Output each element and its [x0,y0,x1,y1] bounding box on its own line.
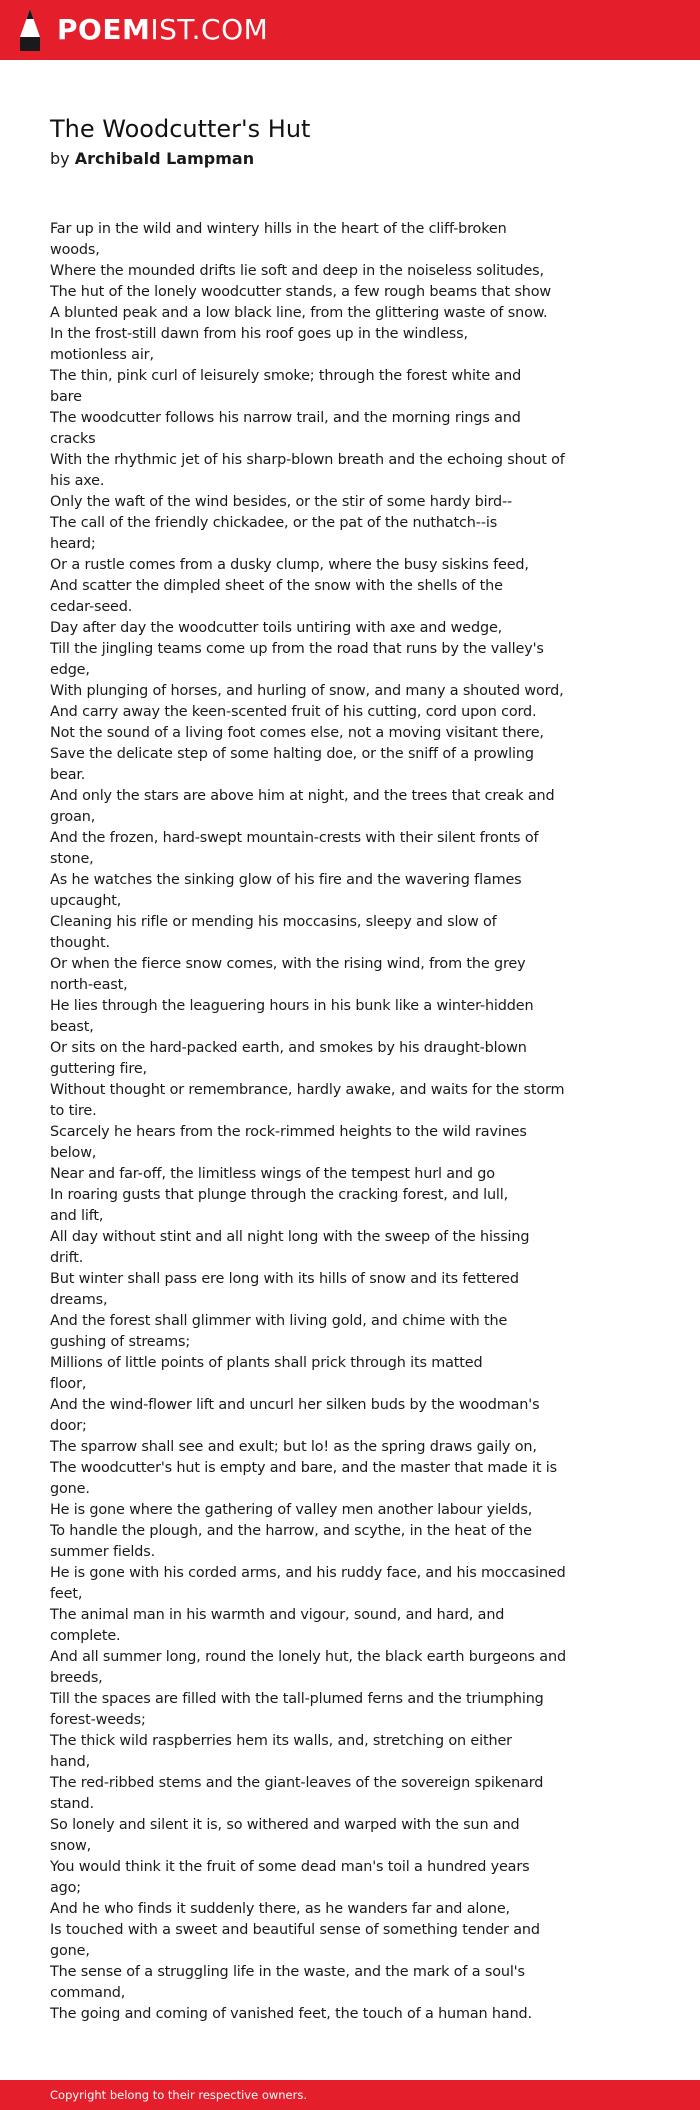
poem-line: motionless air, [50,347,154,363]
site-logo[interactable] [18,9,268,51]
poem-line: Without thought or remembrance, hardly awake, and waits for the storm [50,1082,565,1098]
poem-line: As he watches the sinking glow of his fire and the wavering flames [50,872,522,888]
poem-line: The woodcutter's hut is empty and bare, and the master that made it is [50,1460,558,1476]
poem-line: bear. [50,767,86,783]
poem-line: Only the waft of the wind besides, or the stir of some hardy bird-- [50,494,513,510]
poem-line: Day after day the woodcutter toils untiring with axe and wedge, [50,620,503,636]
poem-line: And the frozen, hard-swept mountain-crests with their silent fronts of [50,830,539,846]
poem-line: thought. [50,935,110,951]
poem-line: woods, [50,242,100,258]
poem-line: and lift, [50,1208,104,1224]
poem-line: To handle the plough, and the harrow, and scythe, in the heat of the [50,1523,532,1539]
poem-line: north-east, [50,977,128,993]
poem-line: And scatter the dimpled sheet of the snow with the shells of the [50,578,503,594]
poem-line: floor, [50,1376,87,1392]
poem-line: bare [50,389,82,405]
poem-line: cedar-seed. [50,599,133,615]
site-footer [0,2080,700,2110]
site-header [0,0,700,60]
poem-line: He is gone with his corded arms, and his ruddy face, and his moccasined [50,1565,566,1581]
logo-bold: POEM [57,13,151,46]
poem-line: The call of the friendly chickadee, or the pat of the nuthatch--is [50,515,498,531]
poem-line: But winter shall pass ere long with its hills of snow and its fettered [50,1271,519,1287]
poem-line: The thick wild raspberries hem its walls, and, stretching on either [50,1733,512,1749]
poem-line: breeds, [50,1670,103,1686]
poem-line: guttering fire, [50,1061,147,1077]
poem-line: ago; [50,1880,82,1896]
poem-line: And he who finds it suddenly there, as he wanders far and alone, [50,1901,510,1917]
poem-line: The sense of a struggling life in the waste, and the mark of a soul's [50,1964,525,1980]
poem-line: You would think it the fruit of some dead man's toil a hundred years [50,1859,530,1875]
logo-light: IST.COM [150,13,269,46]
poem-line: And the wind-flower lift and uncurl her silken buds by the woodman's [50,1397,540,1413]
poem-line: And only the stars are above him at night, and the trees that creak and [50,788,555,804]
poem-line: The red-ribbed stems and the giant-leaves of the sovereign spikenard [50,1775,544,1791]
poem-line: Is touched with a sweet and beautiful sense of something tender and [50,1922,540,1938]
poem-line: dreams, [50,1292,108,1308]
poem-line: heard; [50,536,96,552]
poem-line: upcaught, [50,893,122,909]
poem-line: drift. [50,1250,84,1266]
poem-line: cracks [50,431,96,447]
poem-line: Near and far-off, the limitless wings of the tempest hurl and go [50,1166,495,1182]
poem-line: below, [50,1145,97,1161]
poem-line: In roaring gusts that plunge through the cracking forest, and lull, [50,1187,509,1203]
poem-line: Save the delicate step of some halting doe, or the sniff of a prowling [50,746,534,762]
poem-line: So lonely and silent it is, so withered and warped with the sun and [50,1817,520,1833]
poem-author: Archibald Lampman [74,149,255,168]
poem-line: With the rhythmic jet of his sharp-blown breath and the echoing shout of [50,452,565,468]
poem-line: door; [50,1418,87,1434]
poem-line: He is gone where the gathering of valley men another labour yields, [50,1502,533,1518]
poem-line: forest-weeds; [50,1712,146,1728]
poem-line: The woodcutter follows his narrow trail, and the morning rings and [50,410,521,426]
poem-line: Or sits on the hard-packed earth, and smokes by his draught-blown [50,1040,527,1056]
poem-line: stand. [50,1796,94,1812]
poem-line: hand, [50,1754,91,1770]
poem-line: gone. [50,1481,90,1497]
poem-line: his axe. [50,473,105,489]
poem-line: to tire. [50,1103,97,1119]
poem-line: beast, [50,1019,94,1035]
poem-line: And the forest shall glimmer with living gold, and chime with the [50,1313,508,1329]
poem-line: Or a rustle comes from a dusky clump, where the busy siskins feed, [50,557,529,573]
poem-line: Till the jingling teams come up from the road that runs by the valley's [50,641,544,657]
poem-line: gone, [50,1943,90,1959]
poem-line: And carry away the keen-scented fruit of his cutting, cord upon cord. [50,704,537,720]
poem-line: The thin, pink curl of leisurely smoke; through the forest white and [50,368,522,384]
poem-line: All day without stint and all night long with the sweep of the hissing [50,1229,530,1245]
poem-line: Or when the fierce snow comes, with the rising wind, from the grey [50,956,526,972]
poem-line: The hut of the lonely woodcutter stands, a few rough beams that show [50,284,552,300]
poem-line: With plunging of horses, and hurling of snow, and many a shouted word, [50,683,564,699]
poem-line: A blunted peak and a low black line, from the glittering waste of snow. [50,305,548,321]
poem-line: Till the spaces are filled with the tall-plumed ferns and the triumphing [50,1691,544,1707]
poem-line: feet, [50,1586,83,1602]
poem-line: Not the sound of a living foot comes else, not a moving visitant there, [50,725,544,741]
poem-line: The going and coming of vanished feet, the touch of a human hand. [50,2006,532,2022]
poem-line: command, [50,1985,126,2001]
poem-line: groan, [50,809,96,825]
logo-wordmark [57,13,269,46]
poem-line: edge, [50,662,90,678]
poem-line: snow, [50,1838,92,1854]
by-label: by [50,149,70,168]
poem-line: He lies through the leaguering hours in his bunk like a winter-hidden [50,998,534,1014]
poem-byline [50,149,254,168]
pencil-tip-icon [18,9,42,51]
poem-line: summer fields. [50,1544,156,1560]
poem-line: Where the mounded drifts lie soft and deep in the noiseless solitudes, [50,263,544,279]
poem-title: The Woodcutter's Hut [50,115,311,143]
poem-body [50,219,570,2025]
poem-line: Cleaning his rifle or mending his moccasins, sleepy and slow of [50,914,497,930]
poem-line: Millions of little points of plants shall prick through its matted [50,1355,483,1371]
poem-line: stone, [50,851,94,867]
poem-line: gushing of streams; [50,1334,191,1350]
poem-line: And all summer long, round the lonely hut, the black earth burgeons and [50,1649,566,1665]
poem-line: In the frost-still dawn from his roof goes up in the windless, [50,326,468,342]
poem-line: Far up in the wild and wintery hills in the heart of the cliff-broken [50,221,507,237]
copyright-text: Copyright belong to their respective owners. [50,2088,308,2102]
poem-line: The sparrow shall see and exult; but lo! as the spring draws gaily on, [50,1439,537,1455]
poem-line: The animal man in his warmth and vigour, sound, and hard, and complete. [50,1607,505,1644]
poem-line: Scarcely he hears from the rock-rimmed heights to the wild ravines [50,1124,527,1140]
